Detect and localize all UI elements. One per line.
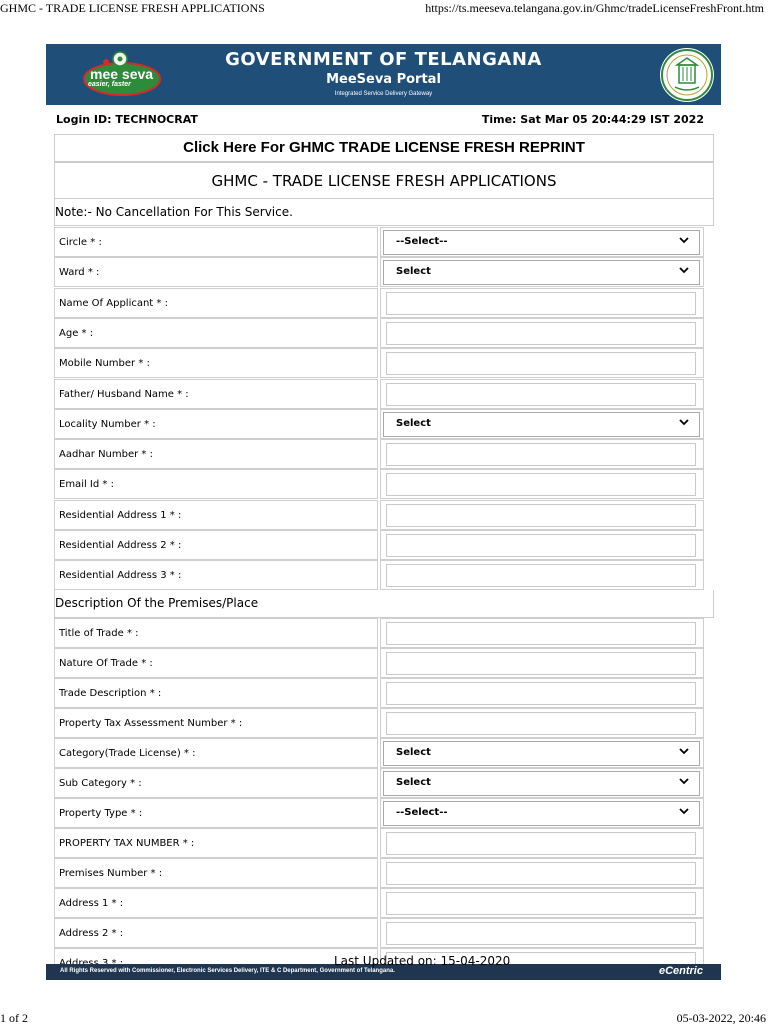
chevron-down-icon bbox=[679, 746, 689, 756]
circle-select-value: --Select-- bbox=[396, 236, 448, 247]
form-row-nature-of-trade bbox=[54, 648, 704, 678]
residential-address-2-input[interactable] bbox=[386, 534, 696, 557]
ward-select[interactable] bbox=[383, 260, 700, 285]
chevron-down-icon bbox=[679, 265, 689, 275]
form-row-aadhar-number bbox=[54, 439, 704, 469]
chevron-down-icon bbox=[679, 776, 689, 786]
locality-number-cell bbox=[380, 409, 704, 439]
residential-address-2-cell bbox=[380, 530, 704, 560]
circle-select[interactable] bbox=[383, 230, 700, 255]
banner-subtitle: MeeSeva Portal bbox=[326, 72, 441, 87]
residential-address-3-input[interactable] bbox=[386, 564, 696, 587]
residential-address-2-label: Residential Address 2 * : bbox=[54, 530, 378, 560]
form-row-property-type bbox=[54, 798, 704, 828]
title-of-trade-label: Title of Trade * : bbox=[54, 618, 378, 648]
property-tax-assessment-number-label: Property Tax Assessment Number * : bbox=[54, 708, 378, 738]
chevron-down-icon bbox=[679, 235, 689, 245]
residential-address-3-label: Residential Address 3 * : bbox=[54, 560, 378, 590]
name-of-applicant-label: Name Of Applicant * : bbox=[54, 288, 378, 318]
banner-tagline: Integrated Service Delivery Gateway bbox=[334, 91, 433, 97]
category-trade-license-label: Category(Trade License) * : bbox=[54, 738, 378, 768]
circle-cell bbox=[380, 227, 704, 257]
locality-number-label: Locality Number * : bbox=[54, 409, 378, 439]
premises-number-cell bbox=[380, 858, 704, 888]
ward-cell bbox=[380, 257, 704, 287]
form-row-address-2 bbox=[54, 918, 704, 948]
nature-of-trade-cell bbox=[380, 648, 704, 678]
trade-description-input[interactable] bbox=[386, 682, 696, 705]
locality-number-select-value: Select bbox=[396, 417, 431, 429]
sub-category-select-value: Select bbox=[396, 777, 431, 788]
ward-label: Ward * : bbox=[54, 257, 378, 287]
sub-category-label: Sub Category * : bbox=[54, 768, 378, 798]
form-row-category-trade-license bbox=[54, 738, 704, 768]
mobile-number-label: Mobile Number * : bbox=[54, 348, 378, 378]
property-tax-assessment-number-cell bbox=[380, 708, 704, 738]
form-row-property-tax-number bbox=[54, 828, 704, 858]
print-datetime: 05-03-2022, 20:46 bbox=[676, 1011, 766, 1024]
property-type-cell bbox=[380, 798, 704, 828]
trade-description-cell bbox=[380, 678, 704, 708]
sub-category-cell bbox=[380, 768, 704, 798]
form-row-mobile-number bbox=[54, 348, 704, 378]
print-header-url: https://ts.meeseva.telangana.gov.in/Ghmc/tradeLicenseFreshFront.htm bbox=[425, 1, 764, 15]
father-husband-name-label: Father/ Husband Name * : bbox=[54, 379, 378, 409]
residential-address-1-cell bbox=[380, 500, 704, 530]
property-tax-number-input[interactable] bbox=[386, 832, 696, 855]
property-type-select[interactable] bbox=[383, 801, 700, 826]
email-id-cell bbox=[380, 469, 704, 499]
category-trade-license-select-value: Select bbox=[396, 747, 431, 758]
address-2-label: Address 2 * : bbox=[54, 918, 378, 948]
father-husband-name-cell bbox=[380, 379, 704, 409]
mobile-number-input[interactable] bbox=[386, 352, 696, 375]
header-banner bbox=[46, 44, 721, 105]
category-trade-license-cell bbox=[380, 738, 704, 768]
logo-wordmark: mee seva bbox=[90, 66, 154, 82]
cancellation-note: Note:- No Cancellation For This Service. bbox=[54, 199, 714, 226]
ward-select-value: Select bbox=[396, 266, 431, 278]
logo-tagline: easier, faster bbox=[88, 81, 131, 88]
property-tax-number-label: PROPERTY TAX NUMBER * : bbox=[54, 828, 378, 858]
form-row-sub-category bbox=[54, 768, 704, 798]
form-row-locality-number bbox=[54, 409, 704, 439]
reprint-link[interactable]: Click Here For GHMC TRADE LICENSE FRESH REPRINT bbox=[54, 134, 714, 162]
last-updated: Last Updated on: 15-04-2020 bbox=[334, 954, 511, 968]
form-row-residential-address-1 bbox=[54, 500, 704, 530]
session-time: Time: Sat Mar 05 20:44:29 IST 2022 bbox=[481, 113, 704, 126]
title-of-trade-cell bbox=[380, 618, 704, 648]
form-row-property-tax-assessment-number bbox=[54, 708, 704, 738]
property-tax-number-cell bbox=[380, 828, 704, 858]
form-title: GHMC - TRADE LICENSE FRESH APPLICATIONS bbox=[54, 162, 714, 199]
age-cell bbox=[380, 318, 704, 348]
residential-address-1-label: Residential Address 1 * : bbox=[54, 500, 378, 530]
name-of-applicant-input[interactable] bbox=[386, 292, 696, 315]
print-header-title: GHMC - TRADE LICENSE FRESH APPLICATIONS bbox=[0, 1, 265, 15]
form-row-title-of-trade bbox=[54, 618, 704, 648]
login-id: Login ID: TECHNOCRAT bbox=[56, 113, 198, 126]
chevron-down-icon bbox=[679, 417, 689, 427]
banner-title: GOVERNMENT OF TELANGANA bbox=[225, 49, 542, 70]
form-row-name-of-applicant bbox=[54, 288, 704, 318]
print-page-number: 1 of 2 bbox=[0, 1011, 28, 1024]
form-row-premises-number bbox=[54, 858, 704, 888]
address-1-input[interactable] bbox=[386, 892, 696, 915]
property-type-label: Property Type * : bbox=[54, 798, 378, 828]
chevron-down-icon bbox=[679, 806, 689, 816]
form-row-residential-address-2 bbox=[54, 530, 704, 560]
locality-number-select[interactable] bbox=[383, 412, 700, 437]
email-id-label: Email Id * : bbox=[54, 469, 378, 499]
form-row-ward bbox=[54, 257, 704, 287]
nature-of-trade-label: Nature Of Trade * : bbox=[54, 648, 378, 678]
age-label: Age * : bbox=[54, 318, 378, 348]
property-type-select-value: --Select-- bbox=[396, 807, 448, 818]
trade-description-label: Trade Description * : bbox=[54, 678, 378, 708]
father-husband-name-input[interactable] bbox=[386, 383, 696, 406]
title-of-trade-input[interactable] bbox=[386, 622, 696, 645]
telangana-emblem-icon bbox=[659, 47, 715, 103]
form-row-email-id bbox=[54, 469, 704, 499]
premises-number-label: Premises Number * : bbox=[54, 858, 378, 888]
mobile-number-cell bbox=[380, 348, 704, 378]
address-2-cell bbox=[380, 918, 704, 948]
category-trade-license-select[interactable] bbox=[383, 741, 700, 766]
address-1-label: Address 1 * : bbox=[54, 888, 378, 918]
form-row-father-husband-name bbox=[54, 379, 704, 409]
address-1-cell bbox=[380, 888, 704, 918]
aadhar-number-label: Aadhar Number * : bbox=[54, 439, 378, 469]
sub-category-select[interactable] bbox=[383, 771, 700, 796]
premises-number-input[interactable] bbox=[386, 862, 696, 885]
form-row-circle bbox=[54, 227, 704, 257]
circle-label: Circle * : bbox=[54, 227, 378, 257]
residential-address-3-cell bbox=[380, 560, 704, 590]
form-row-trade-description bbox=[54, 678, 704, 708]
form-row-residential-address-3 bbox=[54, 560, 704, 590]
ecentric-logo: eCentric bbox=[658, 965, 703, 977]
nature-of-trade-input[interactable] bbox=[386, 652, 696, 675]
footer-rights: All Rights Reserved with Commissioner, Electronic Services Delivery, ITE & C Department, Government of Telangana. bbox=[60, 968, 395, 974]
form-row-address-1 bbox=[54, 888, 704, 918]
session-info bbox=[56, 113, 704, 126]
aadhar-number-cell bbox=[380, 439, 704, 469]
form-row-age bbox=[54, 318, 704, 348]
residential-address-1-input[interactable] bbox=[386, 504, 696, 527]
property-tax-assessment-number-input[interactable] bbox=[386, 712, 696, 735]
name-of-applicant-cell bbox=[380, 288, 704, 318]
premises-section-heading: Description Of the Premises/Place bbox=[54, 590, 714, 618]
email-id-input[interactable] bbox=[386, 473, 696, 496]
address-2-input[interactable] bbox=[386, 922, 696, 945]
age-input[interactable] bbox=[386, 322, 696, 345]
aadhar-number-input[interactable] bbox=[386, 443, 696, 466]
